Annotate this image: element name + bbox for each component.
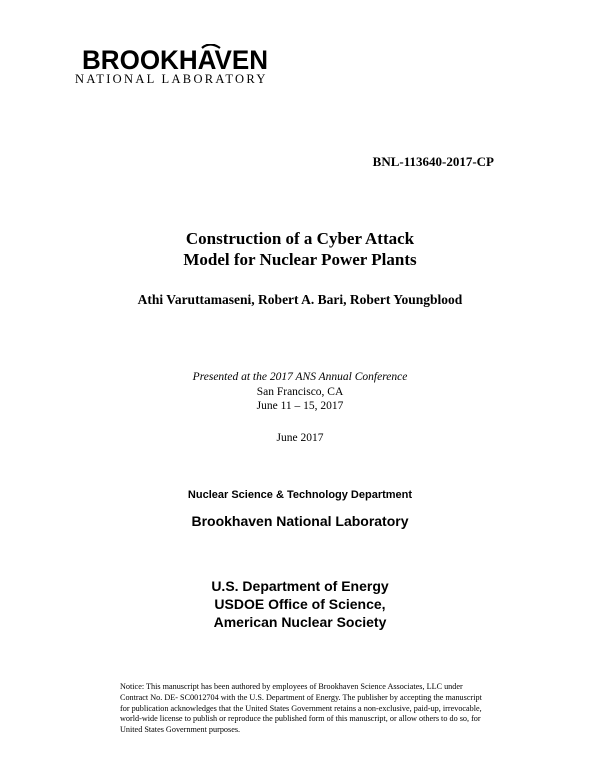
conference-location: San Francisco, CA [256, 385, 344, 398]
sponsor-1: U.S. Department of Energy [211, 578, 389, 594]
publication-date: June 2017 [276, 432, 324, 444]
paper-title [0, 228, 600, 270]
conference-dates: June 11 – 15, 2017 [256, 400, 344, 412]
sponsors [0, 577, 600, 631]
conference-name: Presented at the 2017 ANS Annual Conference [192, 371, 408, 383]
report-number: BNL-113640-2017-CP [372, 154, 494, 169]
svg-text:BROOKHAVEN: BROOKHAVEN [82, 45, 268, 72]
logo-subtitle: NATIONAL LABORATORY [75, 72, 268, 86]
brookhaven-logo [82, 44, 268, 72]
conference-info [0, 370, 600, 414]
copyright-notice: Notice: This manuscript has been authored by employees of Brookhaven Science Associates, LLC under Contract No. DE- SC0012704 with the U.S. Department of Energy. The publisher by accepting the manuscript for publication acknowledges that the United States Government retains a non-exclusive, paid-up, irrevocable, world-wide license to publish or reproduce the published form of this manuscript, or allow others to do so, for United States Government purposes. [120, 682, 482, 735]
sponsor-2: USDOE Office of Science, [214, 596, 386, 612]
authors: Athi Varuttamaseni, Robert A. Bari, Robert Youngblood [137, 292, 463, 307]
title-line-1: Construction of a Cyber Attack [185, 229, 415, 248]
title-line-2: Model for Nuclear Power Plants [183, 250, 417, 269]
laboratory: Brookhaven National Laboratory [191, 513, 409, 529]
department: Nuclear Science & Technology Department [187, 489, 413, 501]
sponsor-3: American Nuclear Society [213, 614, 387, 630]
